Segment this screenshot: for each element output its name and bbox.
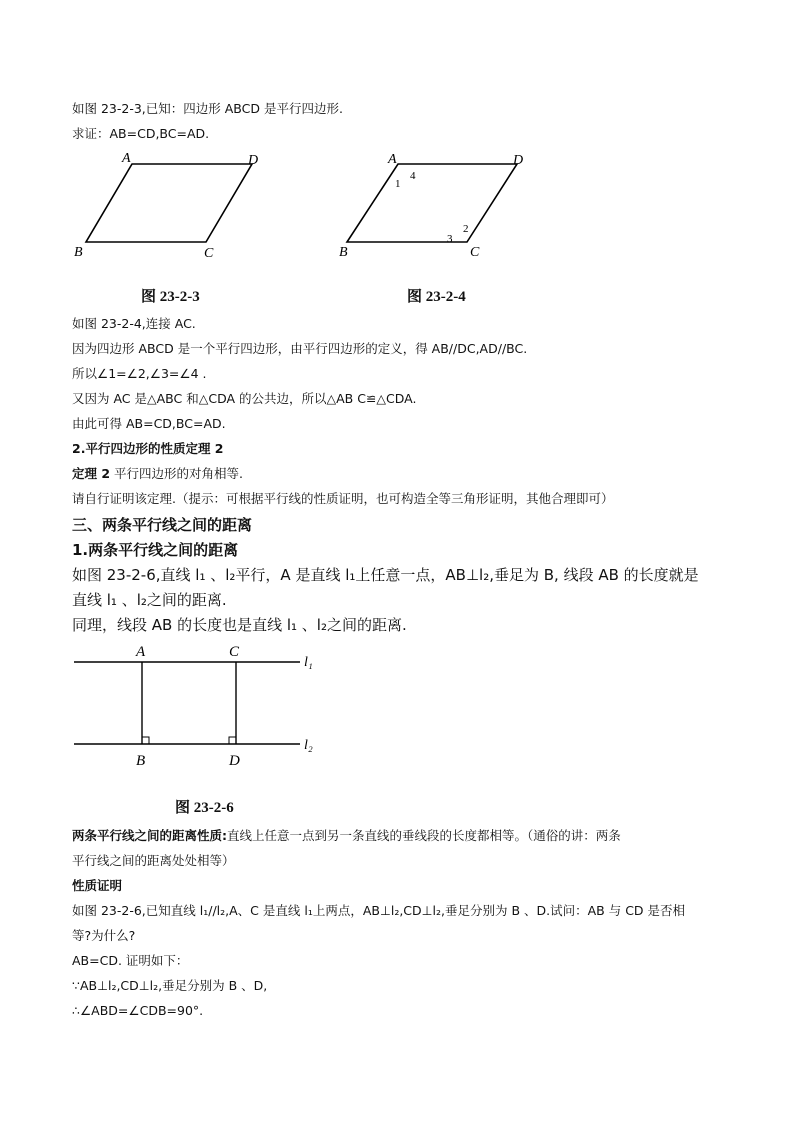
figure-23-2-4 bbox=[330, 148, 540, 268]
parallelogram-abcd bbox=[347, 164, 517, 242]
theorem2-hint: 请自行证明该定理.（提示：可根据平行线的性质证明，也可构造全等三角形证明，其他合理即可） bbox=[72, 491, 614, 506]
line-l1-label: l₁ bbox=[304, 655, 313, 670]
section3-subheading: 1.两条平行线之间的距离 bbox=[72, 541, 239, 559]
proof1-line-5: 由此可得 AB=CD,BC=AD. bbox=[72, 416, 226, 431]
vertex-a-label: A bbox=[122, 151, 131, 166]
section3-paragraph-1: 如图 23-2-6,直线 l₁ 、l₂平行，A 是直线 l₁上任意一点，AB⊥l₂,垂足为 B, 线段 AB 的长度就是 bbox=[72, 566, 699, 584]
proof1-line-2: 因为四边形 ABCD 是一个平行四边形，由平行四边形的定义，得 AB//DC,AD//BC. bbox=[72, 341, 528, 356]
property-line-2: 平行线之间的距离处处相等） bbox=[72, 853, 235, 868]
intro-line-1: 如图 23-2-3,已知：四边形 ABCD 是平行四边形. bbox=[72, 101, 343, 116]
point-b-label: B bbox=[136, 753, 146, 769]
section3-heading: 三、两条平行线之间的距离 bbox=[72, 516, 253, 534]
theorem2-label: 定理 2 bbox=[72, 466, 111, 481]
vertex-b-label: B bbox=[74, 245, 83, 260]
figure-caption-23-2-4: 图 23-2-4 bbox=[407, 289, 466, 305]
angle-3-label: 3 bbox=[447, 233, 453, 245]
property-text-1: 直线上任意一点到另一条直线的垂线段的长度都相等。（通俗的讲：两条 bbox=[227, 828, 621, 843]
property-label: 两条平行线之间的距离性质: bbox=[72, 828, 227, 843]
theorem2-heading: 2.平行四边形的性质定理 2 bbox=[72, 441, 224, 456]
point-d-label: D bbox=[229, 753, 240, 769]
vertex-d-label: D bbox=[513, 153, 524, 168]
figure-23-2-6 bbox=[70, 638, 330, 776]
intro-line-2: 求证：AB=CD,BC=AD. bbox=[72, 126, 210, 141]
figure-caption-23-2-6: 图 23-2-6 bbox=[175, 800, 234, 816]
angle-1-label: 1 bbox=[395, 178, 401, 190]
theorem2-text: 平行四边形的对角相等. bbox=[110, 466, 244, 481]
vertex-c-label: C bbox=[204, 246, 214, 261]
point-a-label: A bbox=[136, 644, 146, 660]
proof2-heading: 性质证明 bbox=[72, 878, 123, 893]
angle-2-label: 2 bbox=[463, 223, 469, 235]
right-angle-mark-d bbox=[229, 737, 236, 744]
proof2-question-2: 等?为什么? bbox=[72, 928, 136, 943]
angle-4-label: 4 bbox=[410, 170, 416, 182]
figure-caption-23-2-3: 图 23-2-3 bbox=[141, 289, 200, 305]
proof1-line-4: 又因为 AC 是△ABC 和△CDA 的公共边，所以△AB C≌△CDA. bbox=[72, 391, 417, 406]
line-l2-label: l₂ bbox=[304, 738, 313, 753]
proof2-question-1: 如图 23-2-6,已知直线 l₁//l₂,A、C 是直线 l₁上两点，AB⊥l₂,CD⊥l₂,垂足分别为 B 、D.试问：AB 与 CD 是否相 bbox=[72, 903, 686, 918]
parallelogram-abcd bbox=[86, 164, 252, 242]
proof2-answer-2: ∵AB⊥l₂,CD⊥l₂,垂足分别为 B 、D, bbox=[72, 978, 268, 993]
point-c-label: C bbox=[229, 644, 240, 660]
figure-23-2-3 bbox=[68, 148, 288, 268]
vertex-a-label: A bbox=[388, 152, 397, 167]
proof1-line-1: 如图 23-2-4,连接 AC. bbox=[72, 316, 196, 331]
section3-paragraph-2: 直线 l₁ 、l₂之间的距离. bbox=[72, 591, 227, 609]
theorem2-statement bbox=[72, 465, 243, 482]
proof2-answer-3: ∴∠ABD=∠CDB=90°. bbox=[72, 1003, 204, 1018]
vertex-c-label: C bbox=[470, 245, 480, 260]
proof2-answer-1: AB=CD. 证明如下： bbox=[72, 953, 189, 968]
vertex-b-label: B bbox=[339, 245, 348, 260]
section3-paragraph-3: 同理，线段 AB 的长度也是直线 l₁ 、l₂之间的距离. bbox=[72, 616, 407, 634]
right-angle-mark-b bbox=[142, 737, 149, 744]
vertex-d-label: D bbox=[248, 153, 259, 168]
property-line-1 bbox=[72, 827, 621, 844]
proof1-line-3: 所以∠1=∠2,∠3=∠4 . bbox=[72, 366, 207, 381]
